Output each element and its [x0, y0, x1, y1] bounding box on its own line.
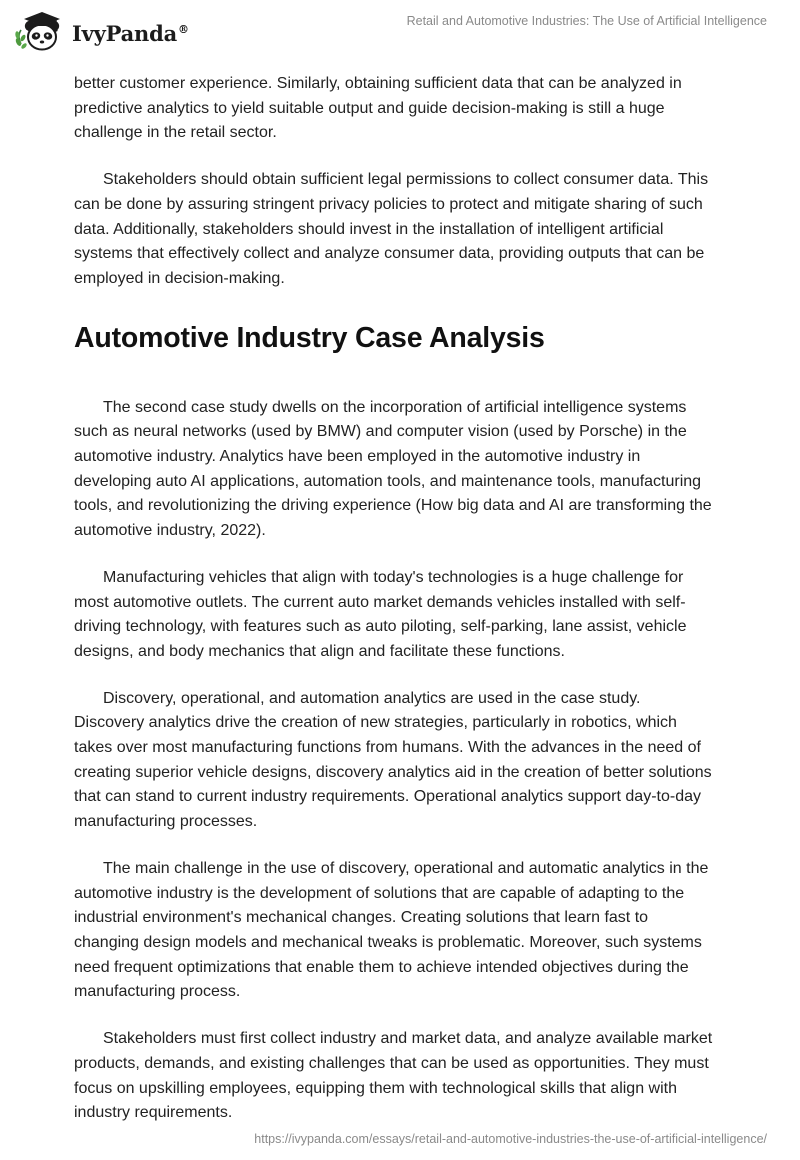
- paragraph-3: The second case study dwells on the incorporation of artificial intelligence systems such as neural networks (used by BMW) and computer vision (used by Porsche) in the automotive industry. Analytics have been employed in the automotive industry in developing auto AI applications, automation tools, and maintenance tools, manufacturing tools, and revolutionizing the driving experience (How big data and AI are transforming the automotive industry, 2022).: [74, 398, 712, 540]
- paragraph-7: Stakeholders must first collect industry and market data, and analyze available market products, demands, and existing challenges that can be used as opportunities. They must focus on upskilling employees, equipping them with technological skills that align with industry requirements.: [74, 1030, 713, 1122]
- paragraph-5: Discovery, operational, and automation analytics are used in the case study. Discovery analytics drive the creation of new strategies, particularly in robotics, which takes over most manufacturing functions from humans. With the advances in the need of creating superior vehicle designs, discovery analytics aid in the creation of better solutions that can stand to current industry requirements. Operational analytics support day-to-day manufacturing processes.: [74, 689, 712, 831]
- essay-content: [74, 72, 714, 1148]
- paragraph-2: Stakeholders should obtain sufficient legal permissions to collect consumer data. This can be done by assuring stringent privacy policies to protect and mitigate sharing of such data. Additionally, stakeholders should invest in the installation of intelligent artificial systems that effectively collect and analyze consumer data, providing outputs that can be employed in decision-making.: [74, 171, 709, 287]
- paragraph-6: The main challenge in the use of discovery, operational and automatic analytics in the automotive industry is the development of solutions that are capable of adapting to the industrial environment's mechanical changes. Creating solutions that learn fast to changing design models and mechanical tweaks is problematic. Moreover, such systems need frequent optimizations that enable them to achieve intended objectives during the manufacturing process.: [74, 859, 709, 1001]
- logo-wordmark: [72, 21, 189, 46]
- registered-mark: ®: [178, 22, 189, 36]
- panda-graduate-icon: [12, 6, 68, 56]
- page-header: [0, 0, 800, 62]
- document-title: Retail and Automotive Industries: The Use of Artificial Intelligence: [406, 14, 767, 28]
- logo-text: IvyPanda: [72, 20, 178, 46]
- section-heading: Automotive Industry Case Analysis: [74, 321, 545, 354]
- paragraph-4: Manufacturing vehicles that align with today's technologies is a huge challenge for most automotive outlets. The current auto market demands vehicles installed with self-driving technology, with features such as auto piloting, self-parking, lane assist, vehicle designs, and body mechanics that align and facilitate these functions.: [74, 568, 687, 660]
- paragraph-1: better customer experience. Similarly, obtaining sufficient data that can be analyzed in predictive analytics to yield suitable output and guide decision-making is still a huge challenge in the retail sector.: [74, 75, 682, 142]
- source-url[interactable]: https://ivypanda.com/essays/retail-and-automotive-industries-the-use-of-artificial-intelligence/: [254, 1132, 767, 1146]
- ivypanda-logo[interactable]: [12, 6, 189, 56]
